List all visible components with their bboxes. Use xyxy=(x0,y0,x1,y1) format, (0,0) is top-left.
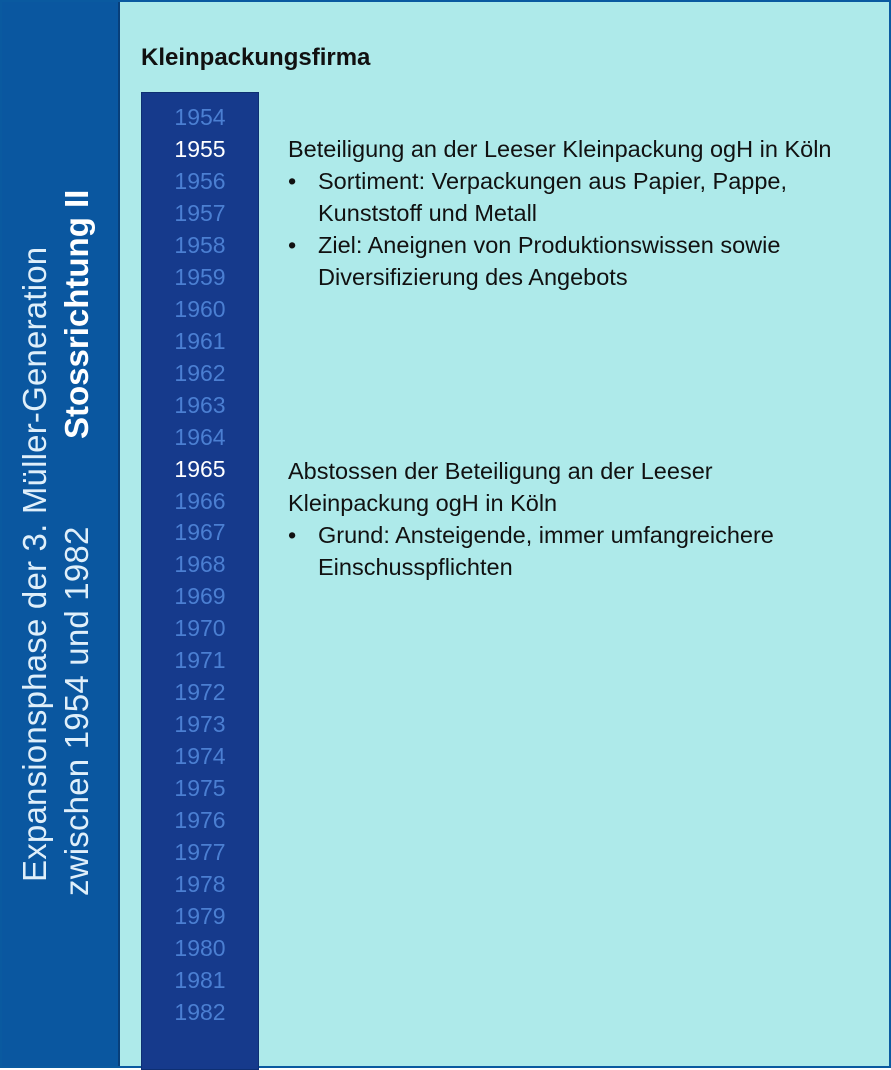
event-title: Beteiligung an der Leeser Kleinpackung ogH in Köln xyxy=(288,136,832,162)
event-bullet: • Ziel: Aneignen von Produktionswissen sowie Diversifizierung des Angebots xyxy=(288,229,858,293)
phase-title: Expansionsphase der 3. Müller-Generation xyxy=(16,246,53,882)
timeline-year: 1960 xyxy=(174,295,226,322)
timeline-year: 1979 xyxy=(174,903,226,929)
timeline-year: 1954 xyxy=(174,104,226,130)
timeline-year: 1962 xyxy=(174,359,226,386)
timeline-year: 1980 xyxy=(174,934,226,961)
event-bullet: • Grund: Ansteigende, immer umfangreichere Einschusspflichten xyxy=(288,519,858,583)
timeline-year: 1963 xyxy=(174,391,226,418)
timeline-year: 1971 xyxy=(174,647,226,674)
timeline-year: 1974 xyxy=(174,743,226,770)
timeline-year: 1968 xyxy=(174,551,226,578)
section-heading: Kleinpackungsfirma xyxy=(141,44,371,71)
sidebar-vertical-text xyxy=(2,2,118,1066)
timeline-year: 1977 xyxy=(174,839,226,866)
timeline-year: 1981 xyxy=(174,966,226,993)
phase-sidebar xyxy=(2,2,120,1066)
event-bullets xyxy=(288,165,858,293)
event-bullet: • Sortiment: Verpackungen aus Papier, Pappe, Kunststoff und Metall xyxy=(288,165,858,229)
timeline-year: 1965 xyxy=(174,455,226,482)
timeline-year: 1956 xyxy=(174,167,226,194)
event-bullets xyxy=(288,519,858,583)
timeline-year: 1978 xyxy=(174,871,226,898)
timeline-year: 1966 xyxy=(174,487,226,514)
timeline-year: 1976 xyxy=(174,807,226,834)
year-timeline xyxy=(141,92,259,1070)
timeline-year: 1959 xyxy=(174,263,226,290)
phase-direction: Stossrichtung II xyxy=(58,189,95,439)
timeline-year: 1970 xyxy=(174,615,226,642)
timeline-year: 1955 xyxy=(174,135,226,162)
timeline-year: 1958 xyxy=(174,231,226,258)
phase-period: zwischen 1954 und 1982 xyxy=(58,526,95,896)
timeline-year: 1957 xyxy=(174,199,226,226)
event-entry xyxy=(288,133,858,293)
timeline-year: 1964 xyxy=(174,423,226,450)
timeline-year: 1973 xyxy=(174,711,226,738)
event-title: Abstossen der Beteiligung an der Leeser Kleinpackung ogH in Köln xyxy=(288,458,713,516)
timeline-year: 1961 xyxy=(174,327,226,354)
timeline-year: 1969 xyxy=(174,583,226,610)
timeline-year: 1982 xyxy=(174,998,226,1025)
timeline-year: 1975 xyxy=(174,775,226,802)
timeline-year: 1967 xyxy=(174,519,226,546)
event-entry xyxy=(288,455,858,583)
timeline-year: 1972 xyxy=(174,679,226,706)
